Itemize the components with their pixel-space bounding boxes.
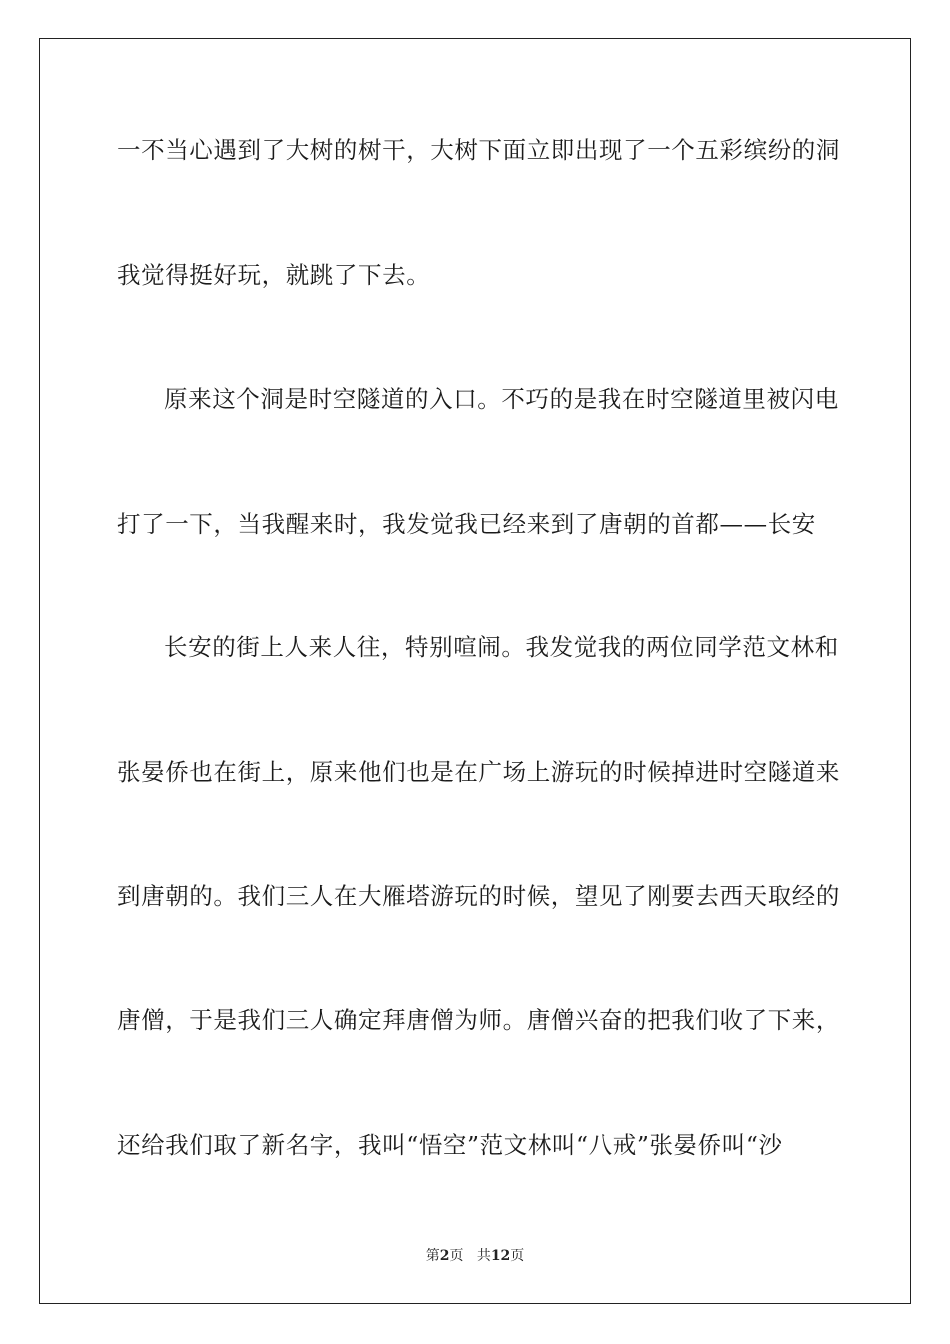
page-prefix: 第	[425, 1248, 440, 1264]
page-number: 2	[439, 1248, 450, 1264]
total-prefix: 共	[476, 1248, 491, 1264]
page-border	[39, 38, 911, 1304]
text-line: 我觉得挺好玩，就跳了下去。	[117, 261, 431, 289]
text-line: 一不当心遇到了大树的树干，大树下面立即出现了一个五彩缤纷的洞	[117, 136, 840, 164]
total-pages: 12	[490, 1248, 511, 1264]
text-line: 张晏侨也在街上，原来他们也是在广场上游玩的时候掉进时空隧道来	[117, 758, 840, 786]
text-line: 唐僧，于是我们三人确定拜唐僧为师。唐僧兴奋的把我们收了下来，	[117, 1006, 840, 1034]
text-line: 打了一下，当我醒来时，我发觉我已经来到了唐朝的首都——长安	[117, 510, 816, 538]
page-footer	[0, 1247, 950, 1265]
paragraph-start-line: 长安的街上人来人往，特别喧闹。我发觉我的两位同学范文林和	[164, 633, 839, 661]
text-line: 到唐朝的。我们三人在大雁塔游玩的时候，望见了刚要去西天取经的	[117, 882, 840, 910]
text-line: 还给我们取了新名字，我叫“悟空”范文林叫“八戒”张晏侨叫“沙	[117, 1131, 783, 1159]
total-suffix: 页	[510, 1248, 525, 1264]
paragraph-start-line: 原来这个洞是时空隧道的入口。不巧的是我在时空隧道里被闪电	[164, 385, 839, 413]
page-suffix: 页	[449, 1248, 464, 1264]
